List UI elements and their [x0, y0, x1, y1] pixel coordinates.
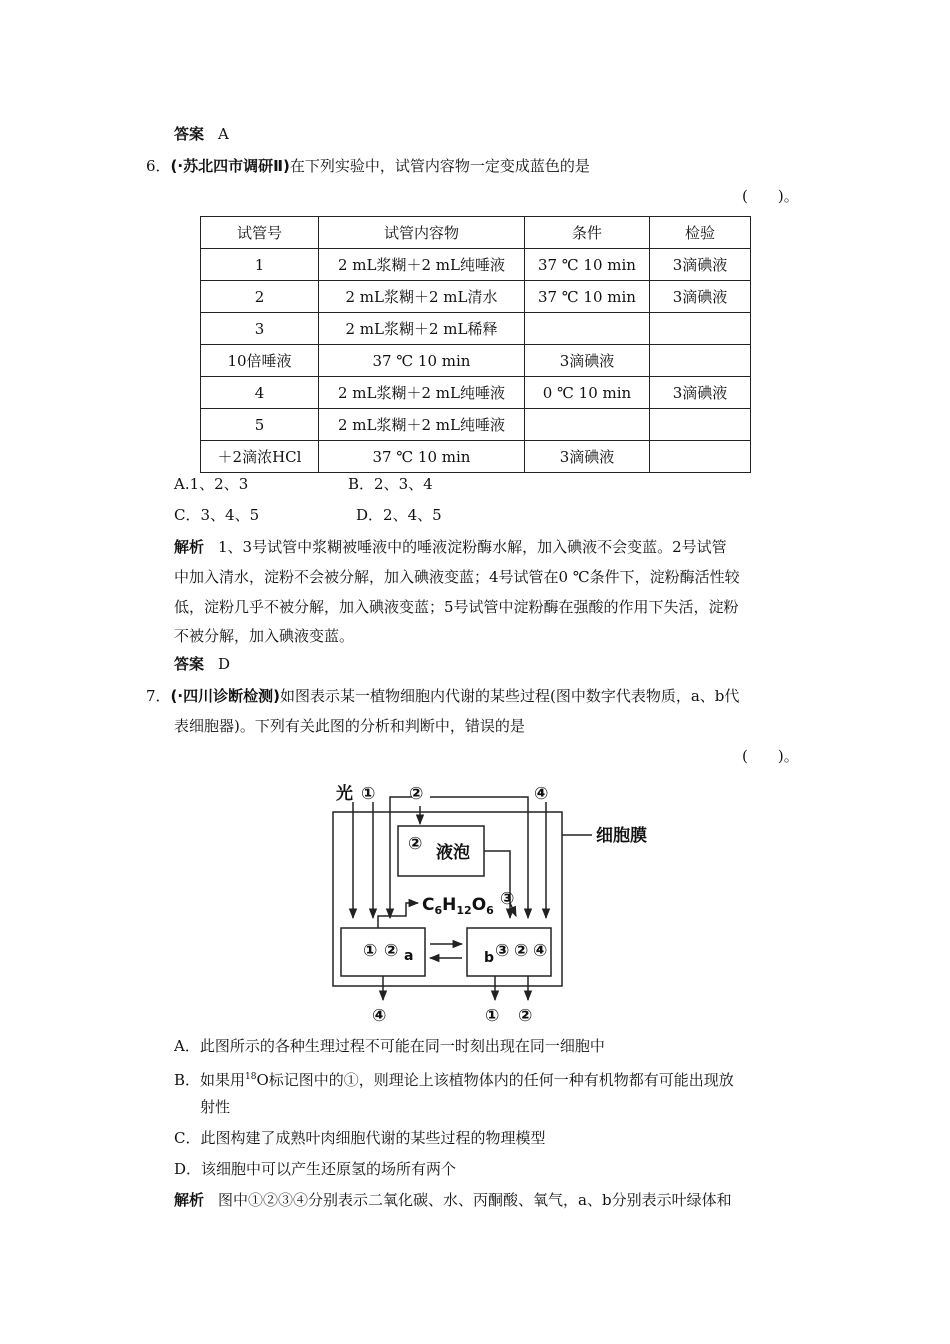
- table-cell: 37 ℃ 10 min: [319, 441, 525, 473]
- prev-answer: [174, 124, 229, 144]
- option-b: B．2、3、4: [348, 475, 433, 493]
- out-substance-2: ②: [518, 1006, 533, 1026]
- table-cell: 2 mL浆糊＋2 mL稀释: [319, 313, 525, 345]
- isotope-mass-number: 18: [245, 1072, 257, 1082]
- table-row: [201, 313, 751, 345]
- table-cell: 37 ℃ 10 min: [525, 249, 650, 281]
- table-header-row: [201, 217, 751, 249]
- header-cell: 试管号: [201, 217, 319, 249]
- table-row: [201, 249, 751, 281]
- organelle-b-label: b: [484, 950, 495, 966]
- analysis-line: 中加入清水，淀粉不会被分解，加入碘液变蓝；4号试管在0 ℃条件下，淀粉酶活性较: [174, 568, 740, 586]
- analysis-label: 解析: [174, 1191, 205, 1209]
- header-cell: 检验: [650, 217, 751, 249]
- header-cell: 条件: [525, 217, 650, 249]
- table-cell: 10倍唾液: [201, 345, 319, 377]
- table-cell: ＋2滴浓HCl: [201, 441, 319, 473]
- table-cell: 3滴碘液: [650, 281, 751, 313]
- glucose-label: $C_6H_{12}O_6$: [422, 895, 494, 917]
- question-source: (·苏北四市调研Ⅱ): [170, 157, 290, 175]
- question-text: 如图表示某一植物细胞内代谢的某些过程(图中数字代表物质，a、b代: [279, 687, 740, 705]
- b-substance-2: ②: [514, 941, 529, 961]
- option-a: A.1、2、3: [174, 475, 249, 493]
- vacuole-label: 液泡: [436, 843, 470, 863]
- b-substance-4: ④: [533, 941, 548, 961]
- table-cell: 1: [201, 249, 319, 281]
- table-cell: 3滴碘液: [525, 345, 650, 377]
- option-c: C．3、4、5: [174, 506, 260, 524]
- q7-answer-blank: ( )。: [742, 747, 799, 765]
- analysis-line: [174, 537, 727, 557]
- out-substance-1: ①: [485, 1006, 500, 1026]
- table-row: [201, 441, 751, 473]
- table-cell: 37 ℃ 10 min: [319, 345, 525, 377]
- substance-2-label: ②: [409, 784, 424, 804]
- table-cell: 3滴碘液: [650, 249, 751, 281]
- vacuole-substance-label: ②: [408, 834, 423, 854]
- option-b-text: B．如果用: [174, 1071, 246, 1089]
- analysis-label: 解析: [174, 538, 205, 556]
- q7-option-b-cont: 射性: [200, 1098, 231, 1116]
- table-cell: 4: [201, 377, 319, 409]
- table-cell: [650, 441, 751, 473]
- light-label: 光: [336, 784, 353, 804]
- table-cell: [650, 313, 751, 345]
- table-cell: 3滴碘液: [525, 441, 650, 473]
- answer-value: A: [218, 125, 229, 143]
- answer-value: D: [218, 655, 231, 673]
- table-cell: 0 ℃ 10 min: [525, 377, 650, 409]
- q6-stem: [146, 156, 590, 176]
- q6-answer-blank: ( )。: [742, 187, 799, 205]
- question-text: 在下列实验中，试管内容物一定变成蓝色的是: [289, 157, 590, 175]
- table-row: [201, 409, 751, 441]
- substance-3-label: ③: [500, 889, 515, 909]
- table-cell: 37 ℃ 10 min: [525, 281, 650, 313]
- analysis-line: 低，淀粉几乎不被分解，加入碘液变蓝；5号试管中淀粉酶在强酸的作用下失活，淀粉: [174, 598, 739, 616]
- answer-label: 答案: [174, 655, 205, 673]
- q7-stem: [146, 686, 739, 706]
- table-cell: 3滴碘液: [650, 377, 751, 409]
- q7-option-c: C．此图构建了成熟叶肉细胞代谢的某些过程的物理模型: [174, 1129, 546, 1147]
- table-cell: 5: [201, 409, 319, 441]
- q7-option-b: [174, 1067, 734, 1090]
- a-substance-1: ①: [363, 941, 378, 961]
- question-source: (·四川诊断检测): [170, 687, 280, 705]
- table-cell: [525, 313, 650, 345]
- table-row: [201, 281, 751, 313]
- a-substance-2: ②: [384, 941, 399, 961]
- analysis-line: 不被分解，加入碘液变蓝。: [174, 627, 355, 645]
- header-cell: 试管内容物: [319, 217, 525, 249]
- table-cell: 3: [201, 313, 319, 345]
- substance-4-label: ④: [534, 784, 549, 804]
- option-d: D．2、4、5: [356, 506, 442, 524]
- q7-option-d: D．该细胞中可以产生还原氢的场所有两个: [174, 1160, 457, 1178]
- out-substance-4: ④: [372, 1006, 387, 1026]
- question-number: 6．: [146, 157, 171, 175]
- question-number: 7．: [146, 687, 171, 705]
- table-cell: [650, 345, 751, 377]
- organelle-a-label: a: [404, 948, 414, 964]
- table-cell: 2 mL浆糊＋2 mL纯唾液: [319, 249, 525, 281]
- q7-stem-cont: 表细胞器)。下列有关此图的分析和判断中，错误的是: [174, 717, 525, 735]
- substance-1-label: ①: [361, 784, 376, 804]
- analysis-text: 1、3号试管中浆糊被唾液中的唾液淀粉酶水解，加入碘液不会变蓝。2号试管: [218, 538, 727, 556]
- table-cell: [650, 409, 751, 441]
- option-b-text-cont: O标记图中的①，则理论上该植物体内的任何一种有机物都有可能出现放: [256, 1071, 734, 1089]
- q7-analysis: [174, 1190, 732, 1210]
- membrane-label: 细胞膜: [596, 826, 647, 846]
- answer-label: 答案: [174, 125, 205, 143]
- table-row: [201, 345, 751, 377]
- b-substance-3: ③: [495, 941, 510, 961]
- table-cell: [525, 409, 650, 441]
- experiment-table: [200, 216, 751, 473]
- table-cell: 2: [201, 281, 319, 313]
- table-cell: 2 mL浆糊＋2 mL纯唾液: [319, 377, 525, 409]
- analysis-text: 图中①②③④分别表示二氧化碳、水、丙酮酸、氧气，a、b分别表示叶绿体和: [218, 1191, 732, 1209]
- q7-option-a: A．此图所示的各种生理过程不可能在同一时刻出现在同一细胞中: [174, 1037, 605, 1055]
- cell-metabolism-diagram: [330, 778, 660, 1028]
- q6-answer: [174, 654, 230, 674]
- table-row: [201, 377, 751, 409]
- table-cell: 2 mL浆糊＋2 mL纯唾液: [319, 409, 525, 441]
- table-cell: 2 mL浆糊＋2 mL清水: [319, 281, 525, 313]
